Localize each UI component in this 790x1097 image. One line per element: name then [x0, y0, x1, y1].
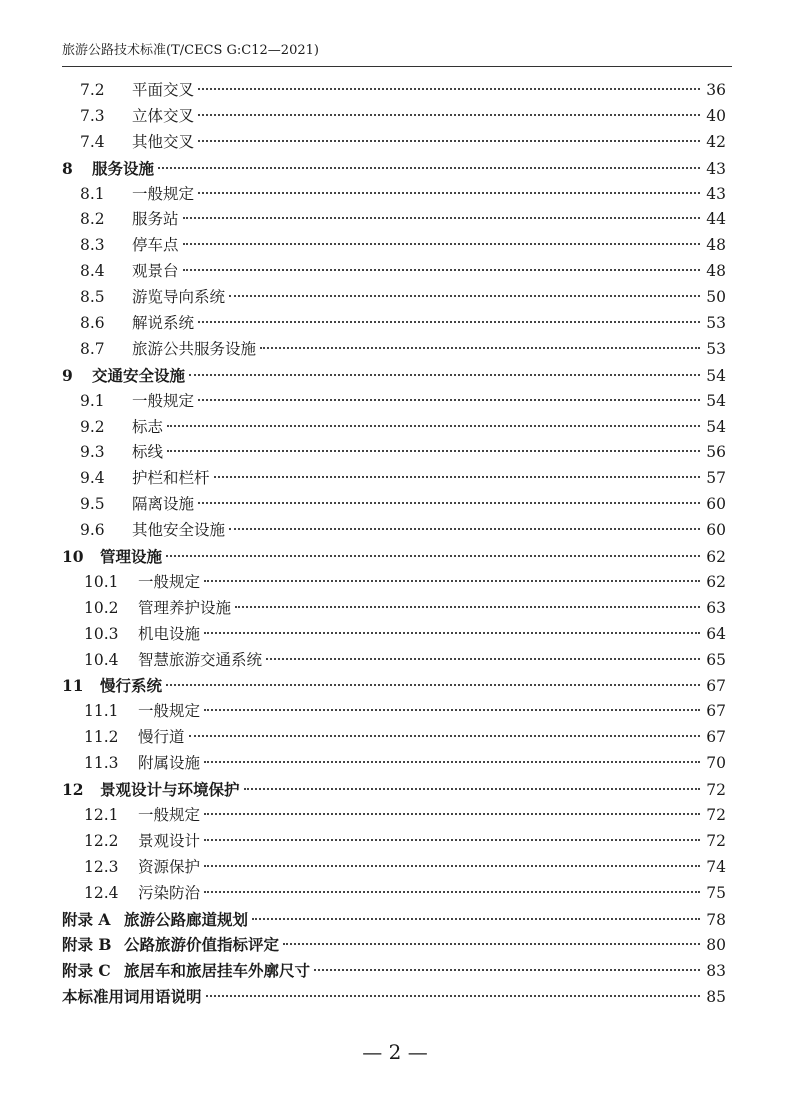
toc-entry-number: 8.3 — [80, 236, 105, 255]
table-of-contents — [62, 78, 726, 1010]
toc-entry-title: 解说系统 — [132, 314, 195, 333]
toc-entry-number: 10.3 — [84, 624, 119, 643]
toc-entry[interactable] — [62, 751, 726, 777]
toc-dot-leader — [314, 969, 700, 971]
toc-entry-number: 12.1 — [84, 805, 119, 824]
toc-entry-title: 其他交叉 — [132, 132, 195, 151]
toc-entry[interactable] — [62, 104, 726, 130]
toc-dot-leader — [260, 347, 700, 349]
toc-entry[interactable] — [62, 415, 726, 441]
toc-entry-page: 40 — [706, 106, 726, 125]
toc-entry[interactable] — [62, 622, 726, 648]
toc-dot-leader — [229, 528, 700, 530]
toc-entry[interactable] — [62, 259, 726, 285]
toc-entry-page: 48 — [706, 262, 726, 281]
toc-dot-leader — [183, 217, 700, 219]
running-header — [62, 40, 732, 67]
toc-entry[interactable] — [62, 596, 726, 622]
toc-entry-page: 54 — [706, 417, 726, 436]
toc-entry-title: 标志 — [132, 417, 164, 436]
toc-dot-leader — [252, 918, 700, 920]
toc-entry[interactable] — [62, 440, 726, 466]
toc-entry-title: 附属设施 — [138, 754, 201, 773]
toc-entry-page: 60 — [706, 521, 726, 540]
toc-entry-title: 一般规定 — [138, 702, 201, 721]
toc-entry-page: 78 — [706, 910, 726, 929]
toc-entry-page: 54 — [706, 391, 726, 410]
toc-entry-title: 机电设施 — [138, 624, 201, 643]
toc-entry-page: 56 — [706, 443, 726, 462]
toc-entry-page: 42 — [706, 132, 726, 151]
toc-entry-title: 公路旅游价值指标评定 — [124, 935, 280, 955]
toc-entry-page: 53 — [706, 314, 726, 333]
toc-entry-title: 旅居车和旅居挂车外廓尺寸 — [124, 961, 311, 981]
toc-entry-number: 11 — [62, 676, 84, 696]
toc-entry-title: 一般规定 — [132, 184, 195, 203]
toc-entry-number: 7.4 — [80, 132, 105, 151]
toc-entry-title: 平面交叉 — [132, 81, 195, 99]
toc-entry-title: 交通安全设施 — [92, 365, 186, 385]
toc-entry[interactable] — [62, 648, 726, 674]
toc-entry[interactable] — [62, 958, 726, 984]
toc-entry-number: 附录 A — [62, 909, 111, 929]
toc-entry-page: 43 — [706, 159, 726, 178]
toc-entry-page: 53 — [706, 339, 726, 358]
toc-dot-leader — [167, 425, 700, 427]
toc-entry-number: 9.3 — [80, 443, 105, 462]
toc-entry-title: 游览导向系统 — [132, 288, 226, 307]
toc-entry-title: 立体交叉 — [132, 106, 195, 125]
toc-entry-number: 9.5 — [80, 495, 105, 514]
toc-entry[interactable] — [62, 725, 726, 751]
toc-entry-title: 慢行道 — [138, 728, 185, 747]
toc-entry-title: 隔离设施 — [132, 495, 195, 514]
toc-entry-number: 9.4 — [80, 469, 105, 488]
toc-dot-leader — [229, 295, 700, 297]
toc-entry[interactable] — [62, 699, 726, 725]
toc-dot-leader — [204, 709, 700, 711]
toc-entry[interactable] — [62, 881, 726, 907]
toc-entry-number: 10.1 — [84, 572, 119, 591]
toc-entry-title: 一般规定 — [132, 391, 195, 410]
toc-dot-leader — [204, 865, 700, 867]
toc-entry-page: 44 — [706, 210, 726, 229]
toc-dot-leader — [158, 167, 700, 169]
toc-entry-title: 停车点 — [132, 236, 179, 255]
toc-entry[interactable] — [62, 182, 726, 208]
toc-entry-title: 一般规定 — [138, 572, 201, 591]
toc-dot-leader — [189, 735, 700, 737]
toc-entry-page: 60 — [706, 495, 726, 514]
toc-entry-page: 43 — [706, 184, 726, 203]
toc-entry[interactable] — [62, 78, 726, 104]
toc-entry-title: 污染防治 — [138, 883, 201, 902]
toc-entry-number: 10.2 — [84, 598, 119, 617]
toc-entry-title: 管理养护设施 — [138, 598, 232, 617]
toc-dot-leader — [166, 684, 700, 686]
toc-entry-title: 旅游公共服务设施 — [132, 339, 257, 358]
toc-entry[interactable] — [62, 466, 726, 492]
toc-dot-leader — [204, 839, 700, 841]
toc-entry[interactable] — [62, 544, 726, 570]
toc-entry-page: 36 — [706, 81, 726, 99]
toc-entry[interactable] — [62, 518, 726, 544]
toc-entry-title: 管理设施 — [100, 547, 163, 567]
toc-entry-number: 8.6 — [80, 314, 105, 333]
toc-dot-leader — [206, 995, 700, 997]
toc-dot-leader — [235, 606, 700, 608]
toc-entry-number: 8.7 — [80, 339, 105, 358]
toc-entry-title: 护栏和栏杆 — [132, 469, 210, 488]
toc-entry-number: 8.4 — [80, 262, 105, 281]
toc-entry-number: 11.1 — [84, 702, 119, 721]
toc-entry[interactable] — [62, 492, 726, 518]
toc-entry-page: 72 — [706, 831, 726, 850]
toc-dot-leader — [166, 555, 700, 557]
toc-entry[interactable] — [62, 389, 726, 415]
toc-entry-page: 67 — [706, 677, 726, 696]
toc-entry-title: 旅游公路廊道规划 — [124, 909, 249, 929]
toc-entry-number: 11.2 — [84, 728, 119, 747]
toc-entry-title: 资源保护 — [138, 857, 201, 876]
toc-dot-leader — [183, 243, 700, 245]
toc-entry-page: 64 — [706, 624, 726, 643]
toc-entry[interactable] — [62, 777, 726, 803]
toc-entry-page: 62 — [706, 548, 726, 567]
toc-entry[interactable] — [62, 570, 726, 596]
toc-entry-title: 慢行系统 — [100, 676, 163, 696]
toc-entry-number: 8.5 — [80, 288, 105, 307]
toc-entry-page: 65 — [706, 650, 726, 669]
toc-entry[interactable] — [62, 855, 726, 881]
toc-entry-page: 85 — [706, 988, 726, 1007]
toc-entry-page: 75 — [706, 883, 726, 902]
toc-entry[interactable] — [62, 207, 726, 233]
toc-entry-title: 景观设计与环境保护 — [100, 780, 240, 800]
toc-entry-page: 72 — [706, 781, 726, 800]
toc-entry-page: 50 — [706, 288, 726, 307]
toc-entry[interactable] — [62, 130, 726, 156]
toc-entry-page: 70 — [706, 754, 726, 773]
toc-entry-number: 9.1 — [80, 391, 105, 410]
toc-entry-title: 智慧旅游交通系统 — [138, 650, 263, 669]
toc-entry-number: 附录 C — [62, 961, 111, 981]
toc-dot-leader — [183, 269, 700, 271]
toc-entry-page: 72 — [706, 805, 726, 824]
toc-dot-leader — [283, 943, 700, 945]
toc-entry-number: 8 — [62, 158, 73, 178]
toc-entry-title: 服务站 — [132, 210, 179, 229]
header-title: 旅游公路技术标准(T/CECS G:C12—2021) — [62, 43, 319, 58]
page-number: — 2 — — [362, 1040, 428, 1064]
toc-entry-page: 62 — [706, 572, 726, 591]
toc-entry[interactable] — [62, 285, 726, 311]
toc-dot-leader — [198, 114, 700, 116]
toc-dot-leader — [198, 399, 700, 401]
toc-entry[interactable] — [62, 829, 726, 855]
toc-entry[interactable] — [62, 984, 726, 1010]
toc-entry-title: 景观设计 — [138, 831, 201, 850]
toc-entry-page: 74 — [706, 857, 726, 876]
toc-entry-number: 附录 B — [62, 935, 112, 955]
toc-entry[interactable] — [62, 156, 726, 182]
toc-entry-page: 83 — [706, 962, 726, 981]
toc-entry-number: 8.1 — [80, 184, 105, 203]
toc-entry-title: 标线 — [132, 443, 164, 462]
toc-entry-page: 57 — [706, 469, 726, 488]
toc-dot-leader — [204, 891, 700, 893]
toc-dot-leader — [198, 321, 700, 323]
toc-entry[interactable] — [62, 673, 726, 699]
toc-entry-number: 12 — [62, 780, 84, 800]
toc-entry-page: 67 — [706, 702, 726, 721]
toc-dot-leader — [204, 580, 700, 582]
toc-entry-number: 9 — [62, 365, 73, 385]
toc-dot-leader — [198, 192, 700, 194]
toc-entry[interactable] — [62, 233, 726, 259]
toc-dot-leader — [167, 450, 700, 452]
toc-entry-number: 8.2 — [80, 210, 105, 229]
toc-entry[interactable] — [62, 311, 726, 337]
toc-entry-number: 10 — [62, 547, 84, 567]
toc-entry-number: 9.6 — [80, 521, 105, 540]
toc-dot-leader — [189, 374, 700, 376]
toc-entry-page: 67 — [706, 728, 726, 747]
toc-entry-page: 63 — [706, 598, 726, 617]
toc-entry-page: 48 — [706, 236, 726, 255]
toc-entry[interactable] — [62, 803, 726, 829]
toc-dot-leader — [198, 88, 700, 90]
toc-entry-title: 一般规定 — [138, 805, 201, 824]
toc-entry-page: 54 — [706, 366, 726, 385]
toc-entry-title: 服务设施 — [92, 158, 155, 178]
toc-entry[interactable] — [62, 363, 726, 389]
toc-entry-number: 12.2 — [84, 831, 119, 850]
toc-entry[interactable] — [62, 932, 726, 958]
toc-entry-number: 12.4 — [84, 883, 119, 902]
toc-entry-number: 11.3 — [84, 754, 119, 773]
toc-entry[interactable] — [62, 337, 726, 363]
toc-entry-page: 80 — [706, 936, 726, 955]
toc-dot-leader — [198, 502, 700, 504]
toc-entry-title: 本标准用词用语说明 — [62, 987, 202, 1007]
toc-entry-number: 7.3 — [80, 106, 105, 125]
toc-entry[interactable] — [62, 907, 726, 933]
toc-entry-title: 其他安全设施 — [132, 521, 226, 540]
toc-dot-leader — [214, 476, 700, 478]
toc-dot-leader — [244, 788, 700, 790]
toc-entry-title: 观景台 — [132, 262, 179, 281]
toc-entry-number: 10.4 — [84, 650, 119, 669]
toc-dot-leader — [204, 632, 700, 634]
toc-dot-leader — [204, 813, 700, 815]
toc-entry-number: 7.2 — [80, 81, 105, 99]
toc-dot-leader — [198, 140, 700, 142]
toc-entry-number: 12.3 — [84, 857, 119, 876]
toc-entry-number: 9.2 — [80, 417, 105, 436]
toc-dot-leader — [204, 761, 700, 763]
toc-dot-leader — [266, 658, 700, 660]
